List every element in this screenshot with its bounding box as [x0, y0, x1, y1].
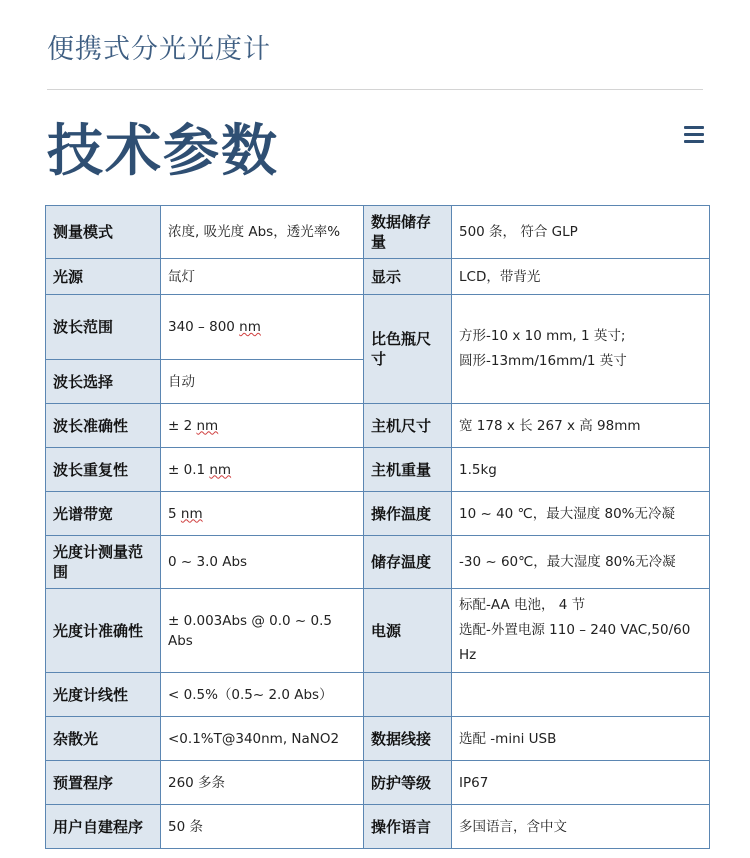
spec-value: 标配-AA 电池， 4 节 选配-外置电源 110 – 240 VAC,50/60 Hz — [452, 589, 710, 673]
table-row — [46, 589, 710, 673]
spec-value: IP67 — [452, 761, 710, 805]
spec-label: 显示 — [364, 259, 452, 295]
spec-value-empty — [452, 673, 710, 717]
spec-value: 多国语言，含中文 — [452, 805, 710, 849]
spec-label: 防护等级 — [364, 761, 452, 805]
spec-value: 宽 178 x 长 267 x 高 98mm — [452, 404, 710, 448]
table-row — [46, 404, 710, 448]
table-row — [46, 295, 710, 360]
page-title: 技术参数 — [47, 119, 279, 184]
header-divider — [47, 89, 703, 90]
page-header — [47, 30, 703, 70]
table-row — [46, 536, 710, 589]
spec-value: 氙灯 — [161, 259, 364, 295]
table-row — [46, 448, 710, 492]
spec-value: ± 2 nm — [161, 404, 364, 448]
spec-label: 主机重量 — [364, 448, 452, 492]
spec-table — [45, 205, 710, 849]
spec-label: 用户自建程序 — [46, 805, 161, 849]
spec-value: 500 条， 符合 GLP — [452, 206, 710, 259]
spec-value: 5 nm — [161, 492, 364, 536]
spec-value: <0.1%T@340nm, NaNO2 — [161, 717, 364, 761]
spec-label: 预置程序 — [46, 761, 161, 805]
table-row — [46, 492, 710, 536]
spec-label: 光度计测量范围 — [46, 536, 161, 589]
spec-value: ± 0.1 nm — [161, 448, 364, 492]
spec-label: 波长准确性 — [46, 404, 161, 448]
spec-label-empty — [364, 673, 452, 717]
spec-label: 储存温度 — [364, 536, 452, 589]
spec-value: 340 – 800 nm — [161, 295, 364, 360]
spec-label: 光度计线性 — [46, 673, 161, 717]
spec-value: 自动 — [161, 360, 364, 404]
table-row — [46, 805, 710, 849]
product-subtitle: 便携式分光光度计 — [47, 34, 271, 65]
table-row — [46, 717, 710, 761]
spec-label: 数据储存量 — [364, 206, 452, 259]
spec-value: 50 条 — [161, 805, 364, 849]
hamburger-menu-icon[interactable] — [684, 126, 704, 143]
spec-value: 选配 -mini USB — [452, 717, 710, 761]
spec-label: 光源 — [46, 259, 161, 295]
spec-label: 波长选择 — [46, 360, 161, 404]
table-row — [46, 259, 710, 295]
spec-value: -30 ~ 60℃，最大湿度 80%无冷凝 — [452, 536, 710, 589]
spec-label: 杂散光 — [46, 717, 161, 761]
spec-label: 波长范围 — [46, 295, 161, 360]
spec-label: 操作温度 — [364, 492, 452, 536]
spec-value: 0 ~ 3.0 Abs — [161, 536, 364, 589]
spec-value: 1.5kg — [452, 448, 710, 492]
spec-label: 数据线接 — [364, 717, 452, 761]
spec-label: 波长重复性 — [46, 448, 161, 492]
spec-value: LCD，带背光 — [452, 259, 710, 295]
spec-label: 操作语言 — [364, 805, 452, 849]
spec-value: ± 0.003Abs @ 0.0 ~ 0.5 Abs — [161, 589, 364, 673]
spec-label: 测量模式 — [46, 206, 161, 259]
spec-label: 比色瓶尺寸 — [364, 295, 452, 404]
spec-value: 260 多条 — [161, 761, 364, 805]
spec-value: 浓度, 吸光度 Abs，透光率% — [161, 206, 364, 259]
spec-label: 电源 — [364, 589, 452, 673]
spec-value: 方形-10 x 10 mm, 1 英寸; 圆形-13mm/16mm/1 英寸 — [452, 295, 710, 404]
table-row — [46, 206, 710, 259]
spec-value: < 0.5%（0.5~ 2.0 Abs） — [161, 673, 364, 717]
spec-value: 10 ~ 40 ℃，最大湿度 80%无冷凝 — [452, 492, 710, 536]
table-row — [46, 673, 710, 717]
table-row — [46, 761, 710, 805]
spec-label: 主机尺寸 — [364, 404, 452, 448]
spec-label: 光谱带宽 — [46, 492, 161, 536]
spec-label: 光度计准确性 — [46, 589, 161, 673]
